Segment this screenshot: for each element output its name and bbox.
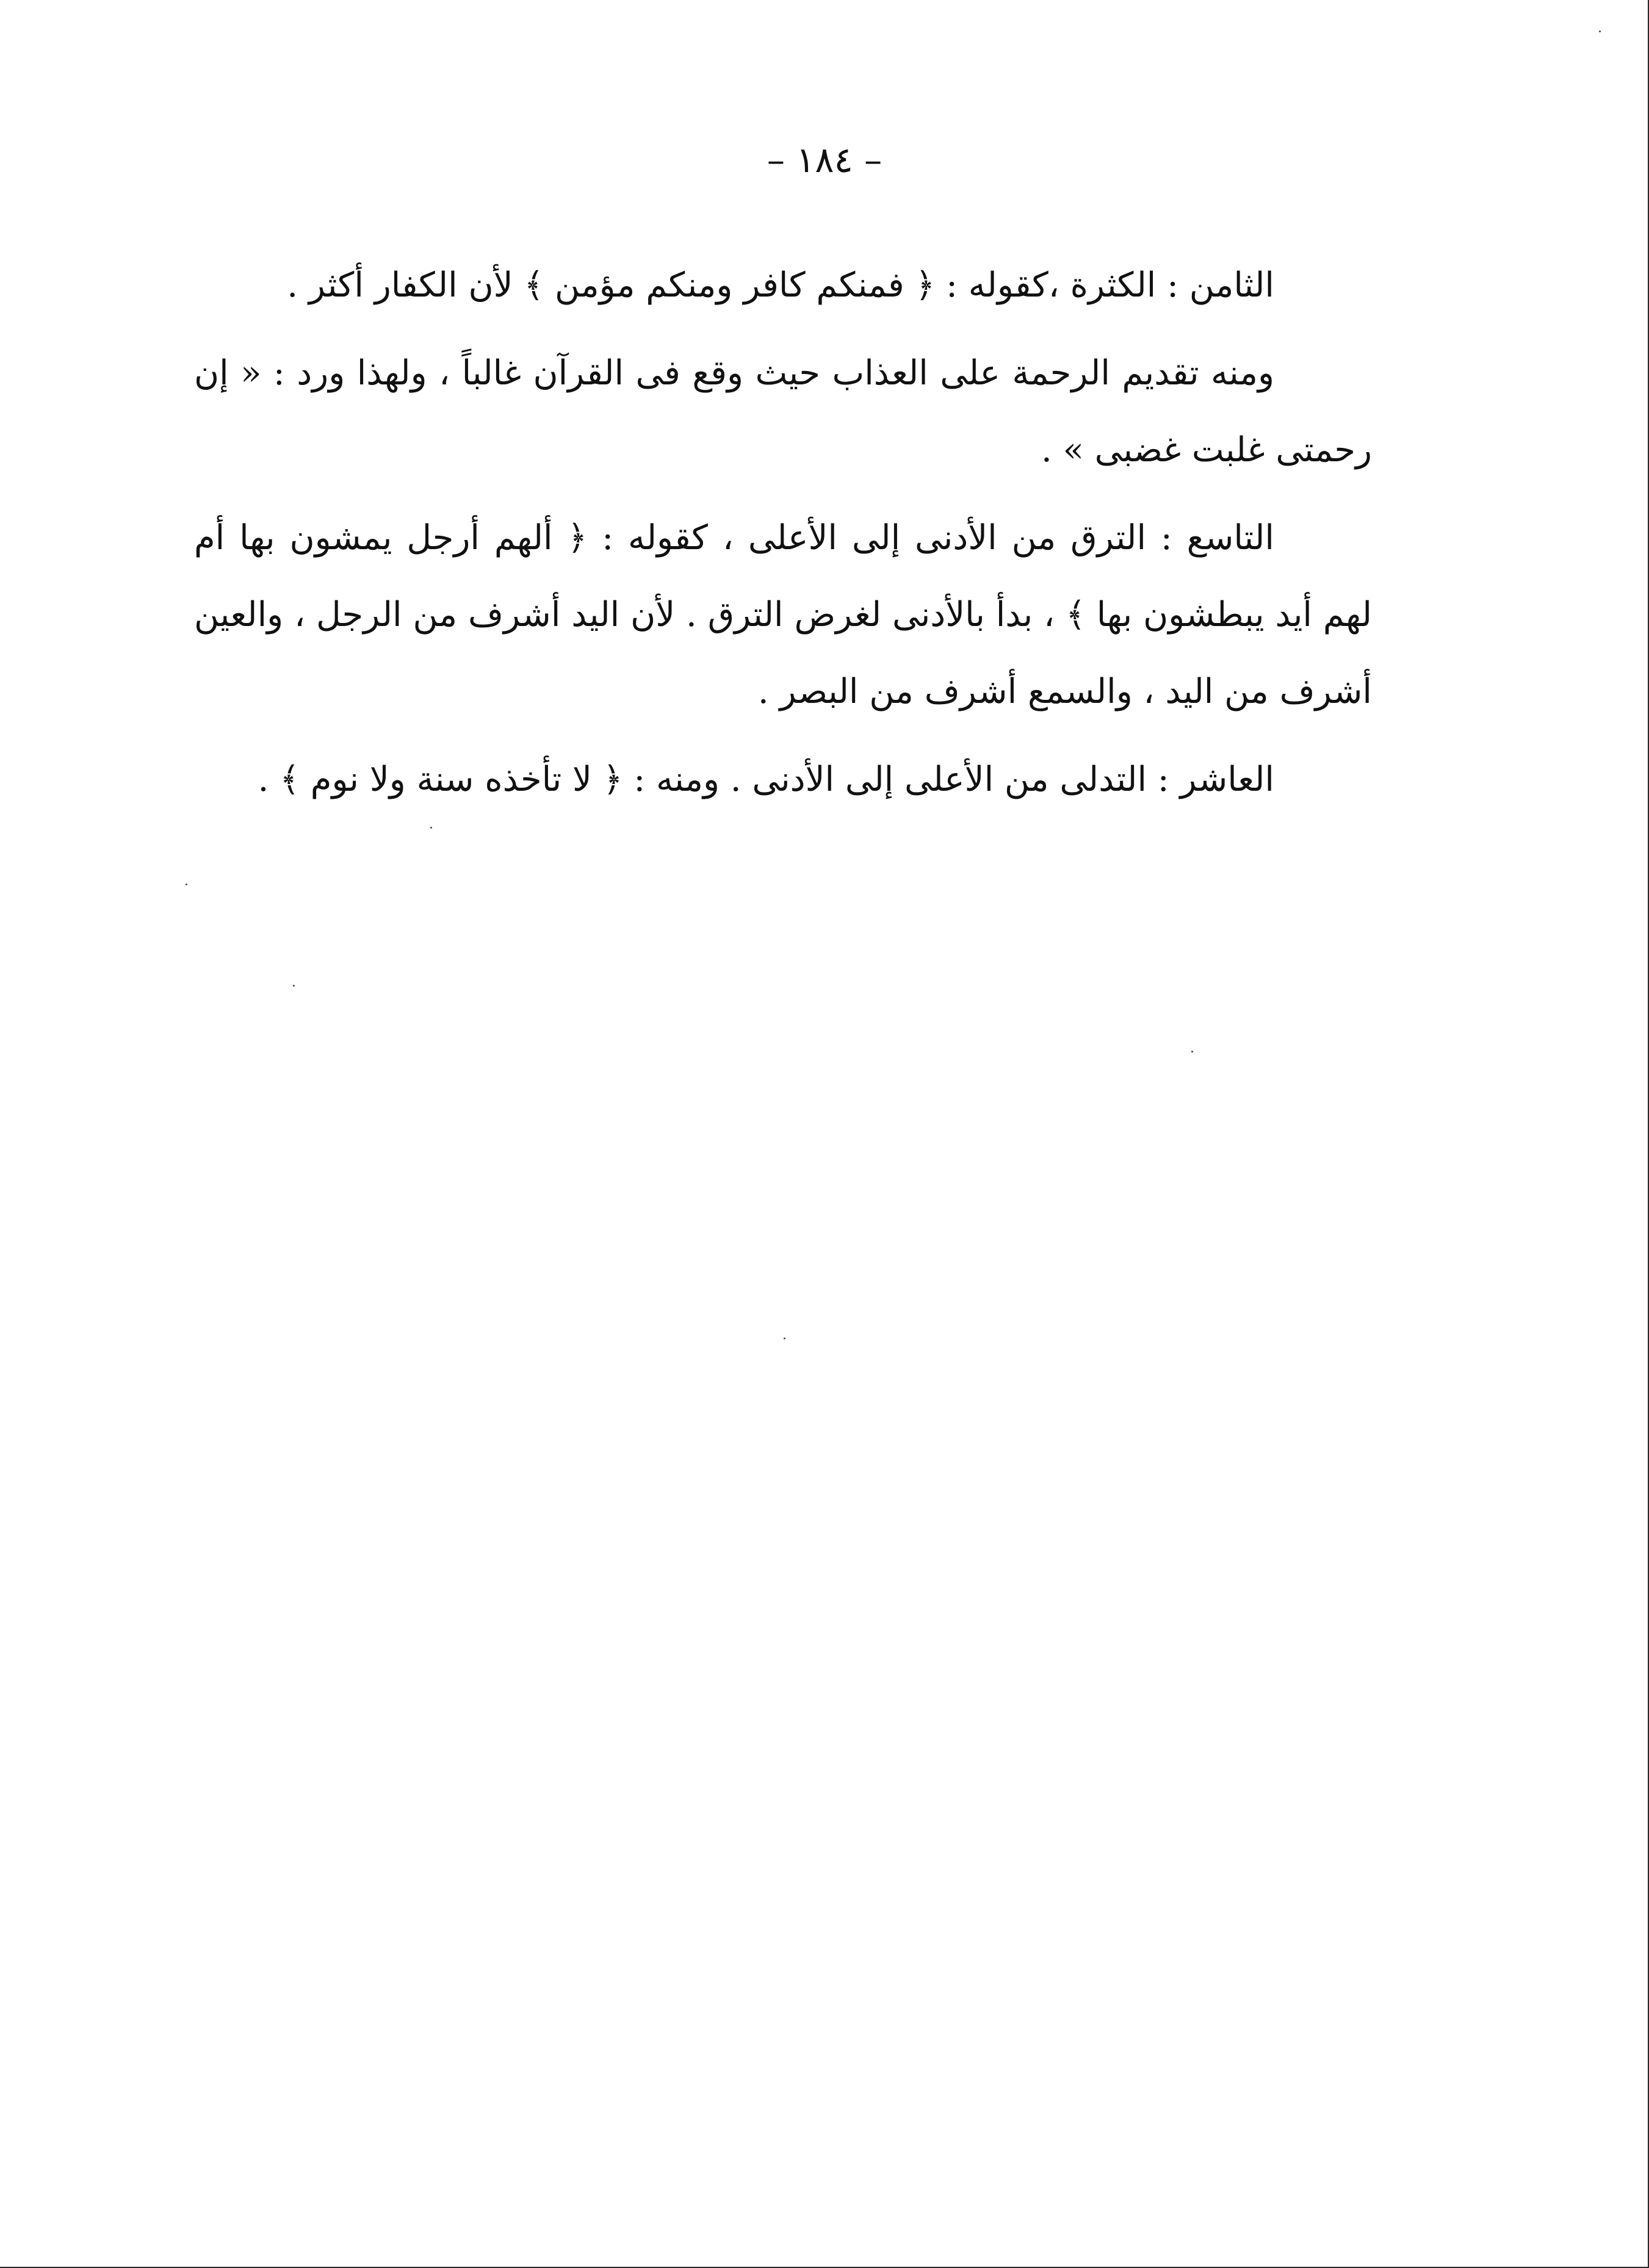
scan-speck [186,884,187,885]
scan-speck [1599,31,1601,32]
paragraph-ninth: التاسع : الترق من الأدنى إلى الأعلى ، كقوله : ﴿ ألهم أرجل يمشون بها أم لهم أيد يبطشون بها ﴾ ، بدأ بالأدنى لغرض الترق . لأن اليد أشرف من الرجل ، والعين أشرف من اليد ، والسمع أشرف من البصر . [194,518,1372,711]
scan-speck [293,985,295,987]
body-text [194,247,1372,829]
scan-speck [1191,1051,1193,1053]
scan-speck [784,1337,785,1339]
paragraph-eighth: الثامن : الكثرة ،كقوله : ﴿ فمنكم كافر ومنكم مؤمن ﴾ لأن الكفار أكثر . [287,265,1274,305]
paragraph-tenth: العاشر : التدلى من الأعلى إلى الأدنى . ومنه : ﴿ لا تأخذه سنة ولا نوم ﴾ . [258,760,1274,799]
paragraph-mercy: ومنه تقديم الرحمة على العذاب حيث وقع فى القرآن غالباً ، ولهذا ورد : « إن رحمتى غلبت غضبى » . [194,353,1372,470]
scan-speck [430,827,432,829]
page-number: – ١٨٤ – [767,139,882,181]
